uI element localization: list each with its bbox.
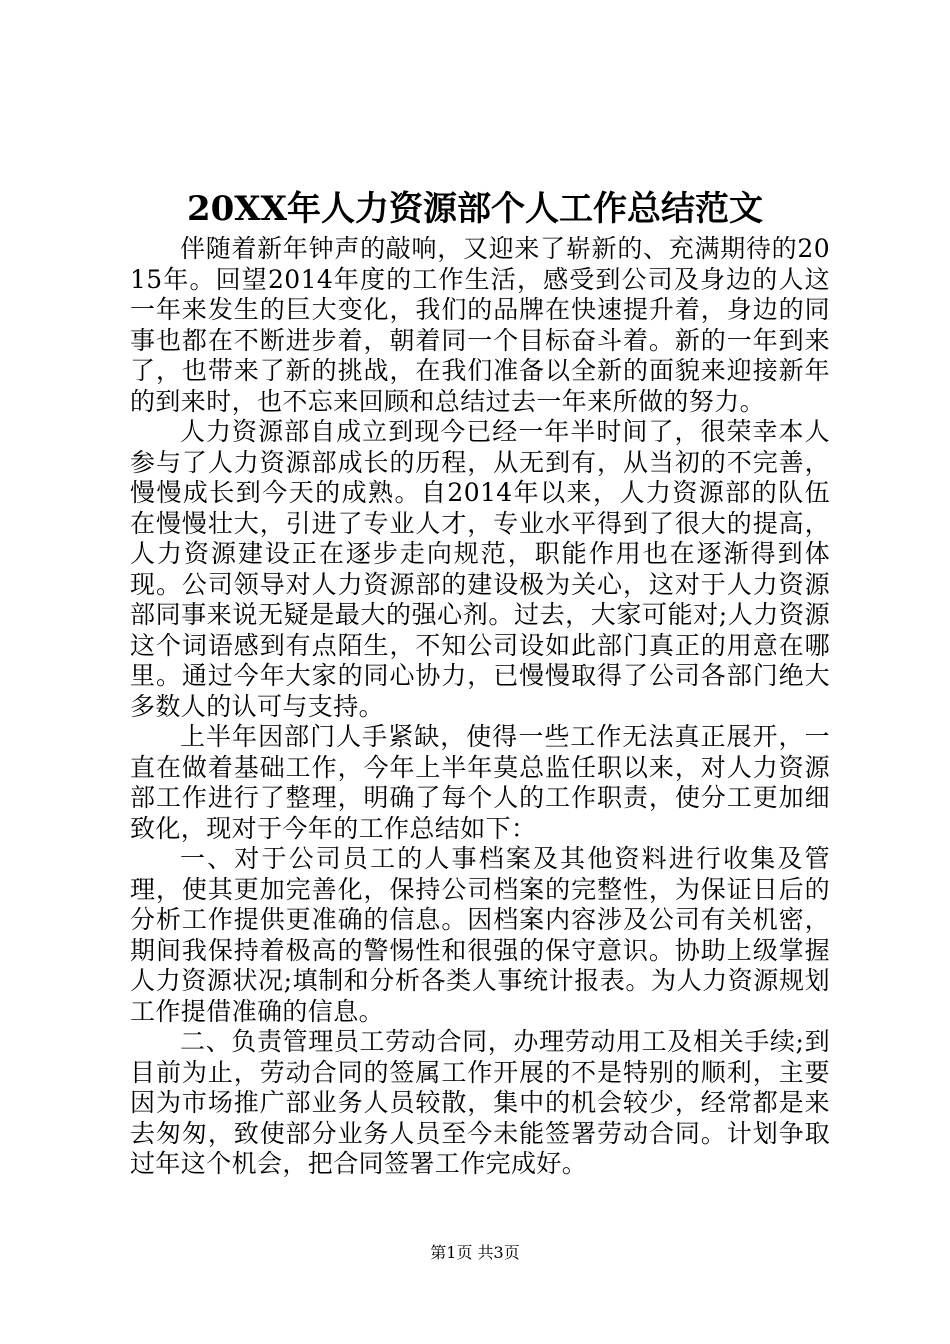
paragraph-item-one: 一、对于公司员工的人事档案及其他资料进行收集及管理，使其更加完善化，保持公司档案的完整性，为保证日后的分析工作提供更准确的信息。因档案内容涉及公司有关机密，期间我保持着极高的警惕性和很强的保守意识。协助上级掌握人力资源状况;填制和分析各类人事统计报表。为人力资源规划工作提借准确的信息。 (130, 844, 830, 1026)
page-footer: 第1页 共3页 (430, 1243, 520, 1262)
document-body (130, 234, 830, 1180)
paragraph-first-half-summary: 上半年因部门人手紧缺，使得一些工作无法真正展开，一直在做着基础工作，今年上半年莫总监任职以来，对人力资源部工作进行了整理，明确了每个人的工作职责，使分工更加细致化，现对于今年的工作总结如下： (130, 722, 830, 843)
paragraph-department-growth: 人力资源部自成立到现今已经一年半时间了，很荣幸本人参与了人力资源部成长的历程，从无到有，从当初的不完善，慢慢成长到今天的成熟。自2014年以来，人力资源部的队伍在慢慢壮大，引进了专业人才，专业水平得到了很大的提高，人力资源建设正在逐步走向规范，职能作用也在逐渐得到体现。公司领导对人力资源部的建设极为关心，这对于人力资源部同事来说无疑是最大的强心剂。过去，大家可能对;人力资源这个词语感到有点陌生，不知公司设如此部门真正的用意在哪里。通过今年大家的同心协力，已慢慢取得了公司各部门绝大多数人的认可与支持。 (130, 417, 830, 721)
paragraph-intro: 伴随着新年钟声的敲响，又迎来了崭新的、充满期待的2015年。回望2014年度的工作生活，感受到公司及身边的人这一年来发生的巨大变化，我们的品牌在快速提升着，身边的同事也都在不断进步着，朝着同一个目标奋斗着。新的一年到来了，也带来了新的挑战，在我们准备以全新的面貌来迎接新年的到来时，也不忘来回顾和总结过去一年来所做的努力。 (130, 234, 830, 416)
paragraph-item-two: 二、负责管理员工劳动合同，办理劳动用工及相关手续;到目前为止，劳动合同的签属工作开展的不是特别的顺利，主要因为市场推广部业务人员较散，集中的机会较少，经常都是来去匆匆，致使部分业务人员至今未能签署劳动合同。计划争取过年这个机会，把合同签署工作完成好。 (130, 1027, 830, 1178)
document-title: 20XX年人力资源部个人工作总结范文 (186, 189, 764, 229)
